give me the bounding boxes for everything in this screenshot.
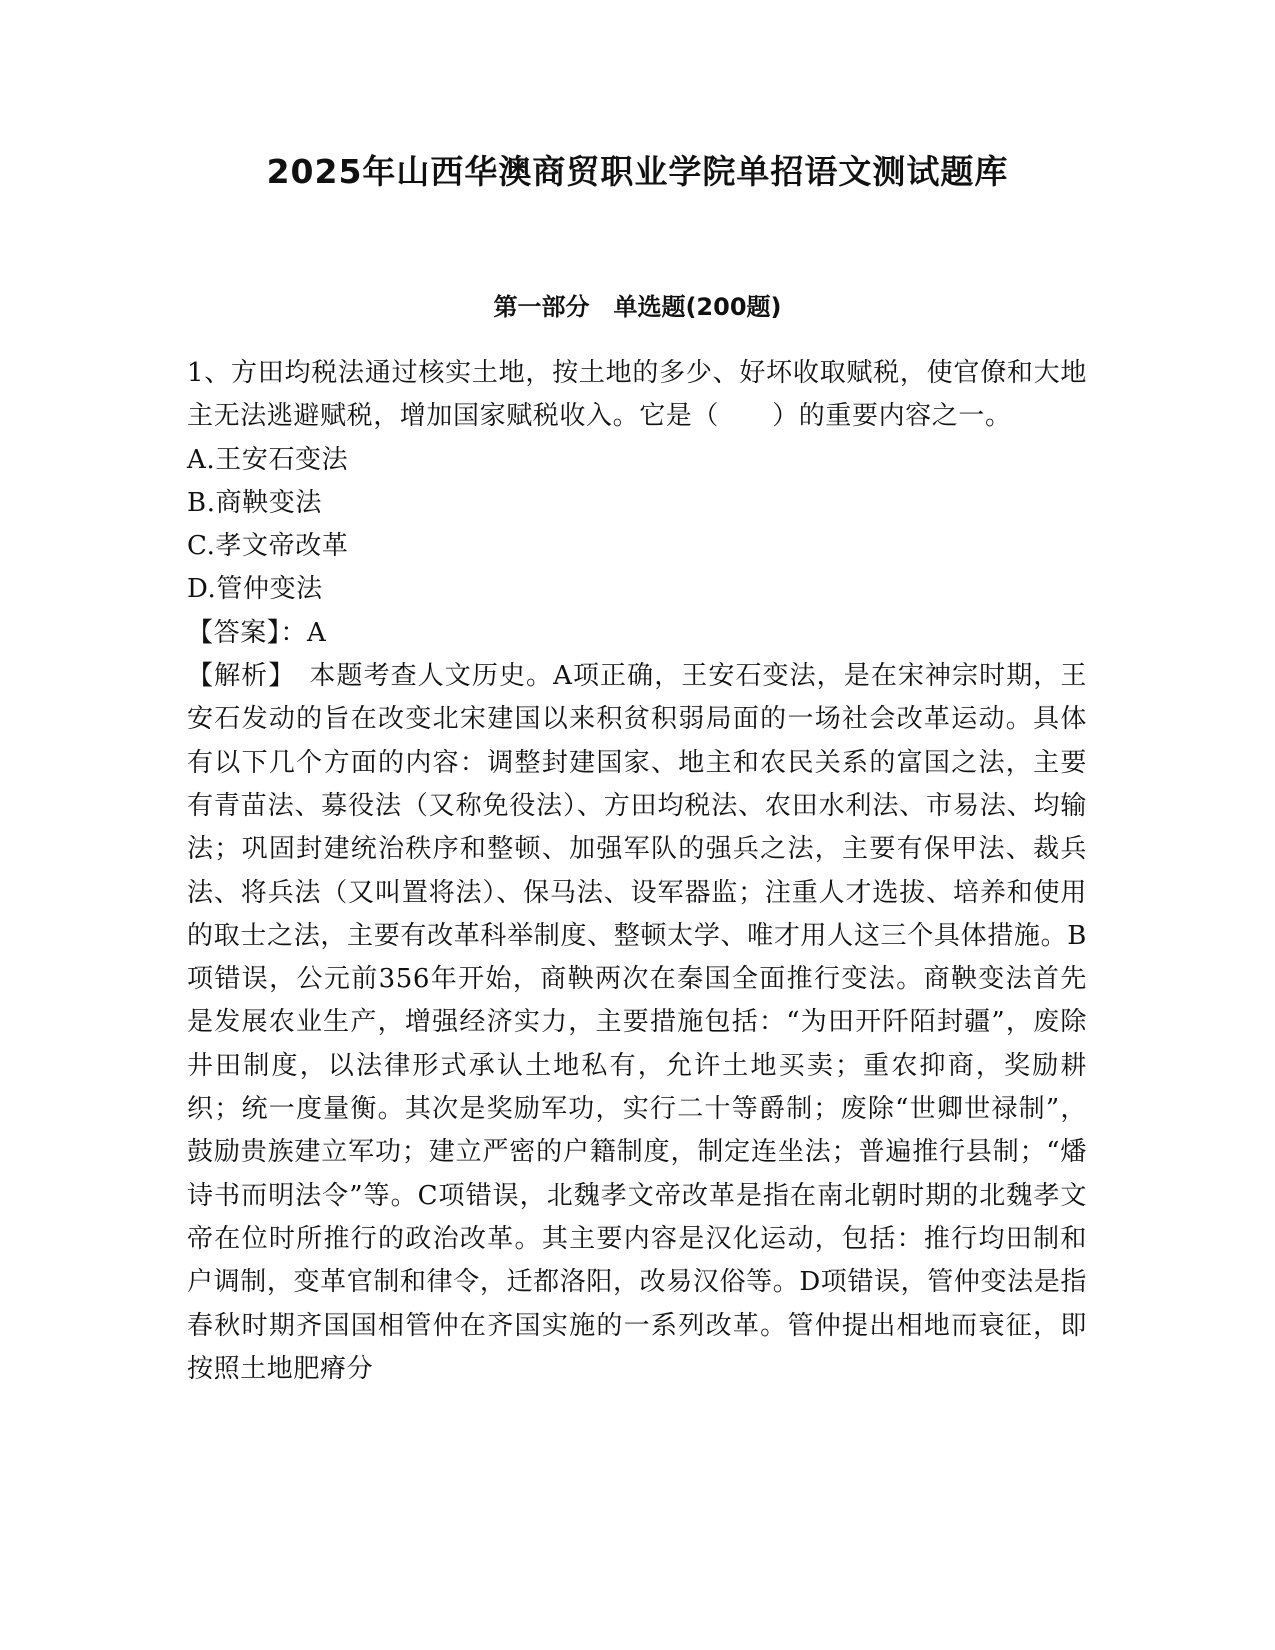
option-b: B.商鞅变法: [187, 487, 322, 518]
answer-label: 【答案】：: [187, 617, 308, 648]
section-heading: 第一部分 单选题(200题): [493, 293, 782, 321]
question-block: [187, 352, 1087, 1391]
answer-line: [187, 612, 1087, 655]
document-title: 2025年山西华澳商贸职业学院单招语文测试题库: [266, 152, 1009, 191]
question-stem: 1、方田均税法通过核实土地，按土地的多少、好坏收取赋税，使官僚和大地主无法逃避赋税，增加国家赋税收入。它是（ ）的重要内容之一。: [187, 358, 1087, 432]
option-c: C.孝文帝改革: [187, 531, 349, 562]
option-d: D.管仲变法: [187, 574, 323, 605]
answer-value: A: [307, 617, 327, 648]
explanation: [187, 655, 1087, 1391]
explanation-label: 【解析】: [187, 661, 310, 692]
option-a: A.王安石变法: [187, 444, 349, 475]
explanation-text: 本题考查人文历史。A项正确，王安石变法，是在宋神宗时期，王安石发动的旨在改变北宋建国以来积贫积弱局面的一场社会改革运动。具体有以下几个方面的内容：调整封建国家、地主和农民关系的富国之法，主要有青苗法、募役法（又称免役法）、方田均税法、农田水利法、市易法、均输法；巩固封建统治秩序和整顿、加强军队的强兵之法，主要有保甲法、裁兵法、将兵法（又叫置将法）、保马法、设军器监；注重人才选拔、培养和使用的取士之法，主要有改革科举制度、整顿太学、唯才用人这三个具体措施。B项错误，公元前356年开始，商鞅两次在秦国全面推行变法。商鞅变法首先是发展农业生产，增强经济实力，主要措施包括：“为田开阡陌封疆”，废除井田制度，以法律形式承认土地私有，允许土地买卖；重农抑商，奖励耕织；统一度量衡。其次是奖励军功，实行二十等爵制；废除“世卿世禄制”，鼓励贵族建立军功；建立严密的户籍制度，制定连坐法；普遍推行县制；“燔诗书而明法令”等。C项错误，北魏孝文帝改革是指在南北朝时期的北魏孝文帝在位时所推行的政治改革。其主要内容是汉化运动，包括：推行均田制和户调制，变革官制和律令，迁都洛阳，改易汉俗等。D项错误，管仲变法是指春秋时期齐国国相管仲在齐国实施的一系列改革。管仲提出相地而衰征，即按照土地肥瘠分: [187, 661, 1087, 1384]
